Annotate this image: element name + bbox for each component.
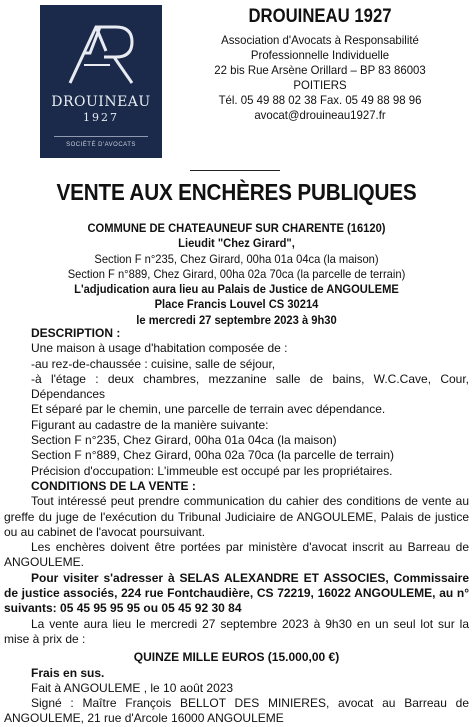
header-divider [190,170,280,171]
firm-email: avocat@drouineau1927.fr [254,108,386,122]
firm-city: POITIERS [293,78,347,92]
firm-info-line: Professionnelle Individuelle [250,48,390,62]
logo-divider [54,136,148,137]
reserve-price: QUINZE MILLE EUROS (15.000,00 €) [133,650,340,665]
sale-date-line: le mercredi 27 septembre 2023 à 9h30 [136,312,337,327]
notice-body [4,326,469,727]
conditions-paragraph: Tout intéressé peut prendre communication du cahier des conditions de vente au greffe du juge de l'exécution du Tribunal Judiciaire de ANGOULEME, Palais de justice ou au cabinet de l'avocat poursuivant. [4,494,469,539]
encheres-paragraph: Les enchères doivent être portées par ministère d'avocat inscrit au Barreau de ANGOULEME. [4,540,469,570]
venue-address-line: Place Francis Louvel CS 30214 [154,297,319,312]
signature-paragraph: Signé : Maître François BELLOT DES MINIERES, avocat au Barreau de ANGOULEME, 21 rue d'Arcole 16000 ANGOULEME [4,696,469,726]
visite-paragraph: Pour visiter s'adresser à SELAS ALEXANDRE ET ASSOCIES, Commissaire de justice associés, 224 rue Fontchaudière, CS 72219, 16022 ANGOULEME, au n° suivants: 05 45 95 95 95 ou 05 45 92 30 84 [4,570,469,616]
parcel-line: Section F n°235, Chez Girard, 00ha 01a 04ca (la maison) [94,251,379,266]
firm-name: DROUINEAU 1927 [248,6,392,27]
firm-header [170,6,470,123]
firm-logo [40,5,162,158]
logo-name: DROUINEAU [51,94,151,110]
frais-line: Frais en sus. [31,665,105,680]
lieudit-line: Lieudit "Chez Girard", [178,236,295,251]
vente-paragraph: La vente aura lieu le mercredi 27 septembre 2023 à 9h30 en un seul lot sur la mise à prix de : [4,616,469,646]
cadastre-line: Section F n°889, Chez Girard, 00ha 02a 70ca (la parcelle de terrain) [31,448,394,463]
firm-address: 22 bis Rue Arsène Orillard – BP 83 86003 [214,63,426,77]
page-title: VENTE AUX ENCHÈRES PUBLIQUES [56,179,417,205]
parcel-line: Section F n°889, Chez Girard, 00ha 02a 70ca (la parcelle de terrain) [67,266,406,281]
cadastre-line: Et séparé par le chemin, une parcelle de terrain avec dépendance. [31,402,386,417]
description-line: -au rez-de-chaussée : cuisine, salle de séjour, [31,356,276,371]
cadastre-line: Section F n°235, Chez Girard, 00ha 01a 04ca (la maison) [31,433,337,448]
commune-line: COMMUNE DE CHATEAUNEUF SUR CHARENTE (16120) [87,221,386,235]
description-heading: DESCRIPTION : [31,326,121,340]
description-line: Une maison à usage d'habitation composée de : [31,341,288,356]
fait-line: Fait à ANGOULEME , le 10 août 2023 [31,680,234,695]
sale-summary [0,221,473,328]
logo-year: 1927 [83,111,119,124]
cadastre-line: Figurant au cadastre de la manière suivante: [31,417,269,432]
conditions-heading: CONDITIONS DE LA VENTE : [31,478,196,493]
firm-phone: Tél. 05 49 88 02 38 Fax. 05 49 88 98 96 [218,93,422,107]
venue-line: L'adjudication aura lieu au Palais de Justice de ANGOULEME [74,282,399,297]
etage-paragraph: -à l'étage : deux chambres, mezzanine salle de bains, W.C.Cave, Cour, Dépendances [31,371,469,402]
firm-info-line: Association d'Avocats à Responsabilité [221,33,419,47]
logo-subtitle: SOCIÉTÉ D'AVOCATS [66,142,136,148]
occupation-line: Précision d'occupation: L'immeuble est occupé par les propriétaires. [31,463,393,478]
